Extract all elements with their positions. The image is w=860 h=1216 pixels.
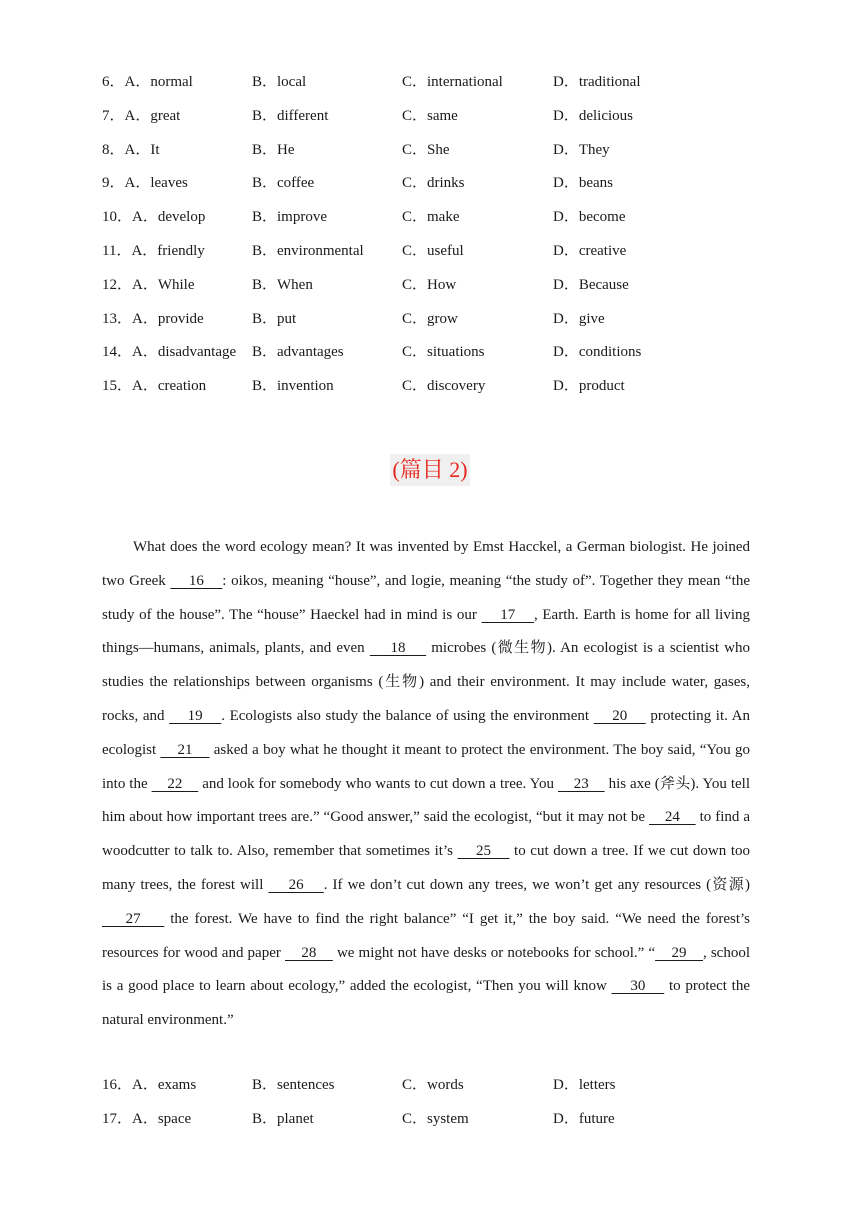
option-d: D．conditions [553, 344, 642, 361]
option-a: A．disadvantage [132, 344, 237, 361]
passage-text: asked a boy what he thought it meant to protect the environment. The boy said, “You go into the [102, 741, 751, 792]
blank-30: 30 [611, 978, 665, 995]
question-row [102, 104, 762, 138]
question-number-and-option-a [102, 374, 252, 408]
option-c: C．How [402, 276, 457, 293]
option-d: D．traditional [553, 74, 641, 90]
blank-27: 27 [102, 910, 165, 927]
question-number-and-option-a [102, 70, 252, 104]
question-number: 14． [102, 344, 133, 361]
passage-text: and look for somebody who wants to cut down a tree. You [198, 775, 558, 792]
blank-20: 20 [593, 707, 646, 724]
option-a: A．develop [132, 209, 206, 226]
question-row [102, 70, 762, 104]
options-list-part1 [102, 70, 762, 408]
option-a: A．While [132, 276, 195, 293]
option-a: A．creation [132, 378, 207, 395]
question-number-and-option-a [102, 205, 252, 239]
passage-text: microbes (微生物). An ecologist is a scientist who studies the relationships between organisms (生物) and their environment. It may include water, gases, rocks, and [102, 640, 750, 724]
question-number-and-option-a [102, 138, 252, 172]
blank-16: 16 [170, 572, 223, 589]
option-b: B．environmental [252, 242, 364, 259]
question-row [102, 273, 762, 307]
option-a: A．exams [132, 1077, 197, 1093]
question-number-and-option-a [102, 1107, 252, 1141]
question-row [102, 374, 762, 408]
blank-21: 21 [160, 741, 210, 758]
passage-text: to protect the natural environment.” [102, 978, 751, 1029]
passage-text: , Earth. Earth is home for all living things—humans, animals, plants, and even [102, 606, 751, 657]
question-number: 16． [102, 1077, 133, 1093]
blank-29: 29 [655, 944, 703, 961]
question-number-and-option-a [102, 239, 252, 273]
passage-text: to find a woodcutter to talk to. Also, remember that sometimes it’s [102, 809, 750, 860]
question-row [102, 171, 762, 205]
option-a: A．normal [124, 74, 193, 90]
passage-text: What does the word ecology mean? It was invented by Emst Hacckel, a German biologist. He joined two Greek [102, 539, 750, 589]
question-row [102, 239, 762, 273]
question-number: 9． [102, 175, 125, 192]
question-number: 13． [102, 310, 133, 327]
option-d: D．letters [553, 1077, 616, 1093]
option-b: B．He [252, 141, 295, 158]
option-c: C．She [402, 141, 450, 158]
option-b: B．invention [252, 378, 334, 395]
passage-paragraph [102, 531, 750, 1038]
option-c: C．discovery [402, 378, 486, 395]
blank-17: 17 [481, 606, 534, 623]
blank-26: 26 [268, 876, 324, 893]
option-d: D．creative [553, 242, 627, 259]
blank-28: 28 [284, 944, 333, 961]
passage-text: protecting it. An ecologist [102, 707, 751, 758]
option-a: A．friendly [131, 242, 205, 259]
question-row [102, 307, 762, 341]
question-row [102, 1073, 762, 1107]
option-d: D．future [553, 1110, 615, 1127]
option-c: C．international [402, 74, 503, 90]
blank-23: 23 [557, 775, 605, 792]
option-a: A．space [132, 1110, 192, 1127]
question-number: 7． [102, 107, 125, 124]
option-d: D．delicious [553, 107, 633, 124]
question-number: 6． [102, 74, 125, 90]
question-number: 12． [102, 276, 133, 293]
option-d: D．become [553, 209, 626, 226]
blank-25: 25 [457, 843, 510, 860]
question-row [102, 205, 762, 239]
option-d: D．beans [553, 175, 613, 192]
question-row [102, 340, 762, 374]
option-c: C．make [402, 209, 460, 226]
blank-18: 18 [369, 640, 427, 657]
question-number: 15． [102, 378, 133, 395]
question-number-and-option-a [102, 340, 252, 374]
question-row [102, 138, 762, 172]
question-number: 17． [102, 1110, 133, 1127]
option-b: B．improve [252, 209, 327, 226]
question-number: 8． [102, 141, 125, 158]
option-b: B．planet [252, 1110, 314, 1127]
option-b: B．When [252, 276, 313, 293]
question-number: 10． [102, 209, 133, 226]
option-b: B．different [252, 107, 329, 124]
option-c: C．grow [402, 310, 458, 327]
option-c: C．same [402, 107, 458, 124]
passage-text: : oikos, meaning “house”, and logie, meaning “the study of”. Together they mean “the study of the house”. The “house” Haeckel had in mind is our [102, 572, 750, 623]
option-a: A．provide [132, 310, 204, 327]
option-c: C．system [402, 1110, 469, 1127]
option-d: D．They [553, 141, 610, 158]
question-row [102, 1107, 762, 1141]
blank-19: 19 [169, 707, 222, 724]
passage-text: to cut down a tree. If we cut down too many trees, the forest will [102, 843, 750, 893]
section-heading-text: (篇目 2) [390, 454, 469, 486]
option-b: B．put [252, 310, 297, 327]
question-number-and-option-a [102, 273, 252, 307]
question-number-and-option-a [102, 1073, 252, 1107]
question-number-and-option-a [102, 171, 252, 205]
option-c: C．drinks [402, 175, 465, 192]
option-b: B．advantages [252, 344, 344, 361]
option-b: B．local [252, 74, 307, 90]
question-number-and-option-a [102, 104, 252, 138]
passage-text: . Ecologists also study the balance of using the environment [221, 707, 594, 724]
passage-text: his axe (斧头). You tell him about how important trees are.” “Good answer,” said the ecologist, “but it may not be [102, 775, 751, 826]
options-list-part2 [102, 1073, 762, 1141]
option-c: C．situations [402, 344, 485, 361]
section-heading [0, 454, 860, 486]
blank-24: 24 [649, 809, 696, 826]
question-number-and-option-a [102, 307, 252, 341]
passage-text: . If we don’t cut down any trees, we won’t get any resources (资源) [323, 876, 750, 893]
option-b: B．coffee [252, 175, 315, 192]
passage-text: the forest. We have to find the right balance” “I get it,” the boy said. “We need the forest’s resources for wood and paper [102, 910, 751, 961]
option-a: A．leaves [124, 175, 188, 192]
option-a: A．great [124, 107, 181, 124]
option-d: D．give [553, 310, 605, 327]
option-c: C．useful [402, 242, 464, 259]
option-c: C．words [402, 1077, 464, 1093]
option-a: A．It [124, 141, 160, 158]
question-number: 11． [102, 242, 132, 259]
blank-22: 22 [151, 775, 199, 792]
passage-text: , school is a good place to learn about ecology,” added the ecologist, “Then you will know [102, 944, 751, 995]
option-d: D．product [553, 378, 625, 395]
option-b: B．sentences [252, 1077, 335, 1093]
passage-text: we might not have desks or notebooks for school.” “ [332, 944, 656, 961]
option-d: D．Because [553, 276, 629, 293]
cloze-passage [102, 531, 750, 1038]
